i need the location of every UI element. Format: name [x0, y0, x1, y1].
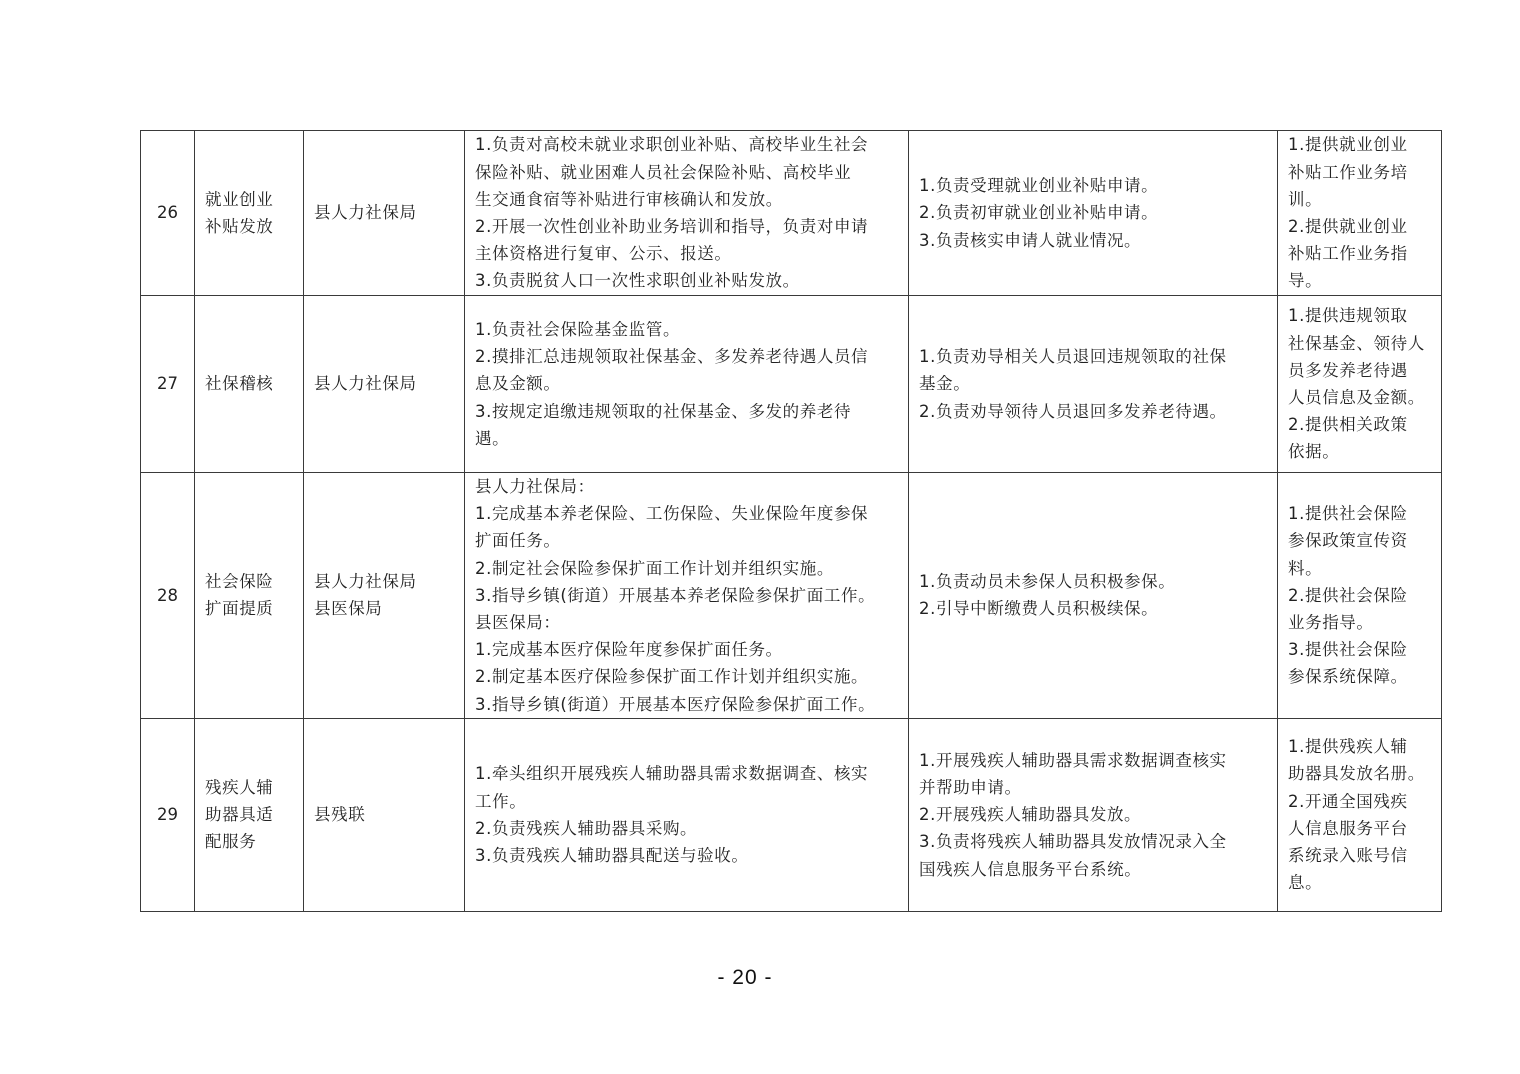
county-duties-cell	[465, 718, 909, 911]
cell-line: 2.开通全国残疾	[1288, 791, 1408, 811]
row-number-cell: 28	[141, 473, 195, 719]
table-row	[141, 131, 1442, 296]
cell-line: 系统录入账号信	[1288, 846, 1408, 866]
lead-department-cell	[304, 296, 465, 473]
cell-line: 人信息服务平台	[1288, 818, 1408, 838]
county-duties-cell	[465, 296, 909, 473]
cell-line: 生交通食宿等补贴进行审核确认和发放。	[475, 189, 783, 209]
cell-line: 参保政策宣传资	[1288, 531, 1408, 551]
cell-line: 1.提供违规领取	[1288, 306, 1408, 326]
cell-line: 就业创业	[205, 189, 274, 209]
cell-line: 3.负责残疾人辅助器具配送与验收。	[475, 846, 749, 866]
cell-line: 残疾人辅	[205, 778, 274, 798]
township-duties-cell	[909, 296, 1278, 473]
page-number: - 20 -	[717, 966, 773, 989]
cell-line: 参保系统保障。	[1288, 667, 1408, 687]
table-row	[141, 473, 1442, 719]
support-duties-cell	[1278, 131, 1442, 296]
cell-line: 社会保险	[205, 572, 274, 592]
service-item-cell	[195, 718, 304, 911]
lead-department-cell	[304, 131, 465, 296]
row-number-cell: 29	[141, 718, 195, 911]
cell-line: 3.指导乡镇(街道）开展基本养老保险参保扩面工作。	[475, 585, 876, 605]
cell-line: 基金。	[919, 374, 971, 394]
cell-line: 1.提供就业创业	[1288, 135, 1408, 155]
table-body	[141, 131, 1442, 912]
cell-line: 县残联	[314, 805, 366, 825]
cell-line: 县人力社保局	[314, 572, 417, 592]
cell-line: 保险补贴、就业困难人员社会保险补贴、高校毕业	[475, 162, 852, 182]
county-duties-cell	[465, 473, 909, 719]
cell-line: 息。	[1288, 873, 1323, 893]
cell-line: 息及金额。	[475, 374, 561, 394]
support-duties-cell	[1278, 473, 1442, 719]
township-duties-cell	[909, 718, 1278, 911]
cell-line: 2.提供社会保险	[1288, 585, 1408, 605]
cell-line: 2.开展一次性创业补助业务培训和指导，负责对申请	[475, 217, 869, 236]
cell-line: 助器具适	[205, 805, 274, 825]
cell-line: 助器具发放名册。	[1288, 764, 1425, 784]
cell-line: 依据。	[1288, 442, 1340, 462]
cell-line: 2.提供相关政策	[1288, 415, 1408, 435]
cell-line: 2.开展残疾人辅助器具发放。	[919, 805, 1142, 825]
cell-line: 1.完成基本养老保险、工伤保险、失业保险年度参保	[475, 504, 869, 524]
cell-line: 员多发养老待遇	[1288, 360, 1408, 380]
cell-line: 1.负责社会保险基金监管。	[475, 319, 681, 339]
cell-line: 社保基金、领待人	[1288, 333, 1425, 353]
cell-line: 1.负责受理就业创业补贴申请。	[919, 176, 1159, 196]
cell-line: 配服务	[205, 832, 257, 852]
cell-line: 训。	[1288, 189, 1323, 209]
cell-line: 2.摸排汇总违规领取社保基金、多发养老待遇人员信	[475, 347, 869, 367]
cell-line: 补贴工作业务培	[1288, 162, 1408, 182]
row-number-cell: 27	[141, 296, 195, 473]
cell-line: 国残疾人信息服务平台系统。	[919, 859, 1142, 879]
service-item-cell	[195, 296, 304, 473]
cell-line: 县医保局：	[475, 613, 561, 633]
cell-line: 1.负责动员未参保人员积极参保。	[919, 572, 1176, 592]
cell-line: 县人力社保局	[314, 374, 417, 394]
cell-line: 工作。	[475, 791, 527, 811]
cell-line: 1.提供社会保险	[1288, 504, 1408, 524]
cell-line: 县人力社保局：	[475, 477, 595, 496]
cell-line: 扩面提质	[205, 599, 274, 619]
cell-line: 业务指导。	[1288, 613, 1374, 633]
cell-line: 2.提供就业创业	[1288, 217, 1408, 236]
table-row	[141, 296, 1442, 473]
township-duties-cell	[909, 473, 1278, 719]
cell-line: 3.负责将残疾人辅助器具发放情况录入全	[919, 832, 1227, 852]
cell-line: 料。	[1288, 558, 1323, 578]
cell-line: 社保稽核	[205, 374, 274, 394]
cell-line: 3.提供社会保险	[1288, 640, 1408, 660]
cell-line: 1.完成基本医疗保险年度参保扩面任务。	[475, 640, 783, 660]
cell-line: 2.负责劝导领待人员退回多发养老待遇。	[919, 401, 1227, 421]
table-row	[141, 718, 1442, 911]
cell-line: 补贴发放	[205, 217, 274, 236]
cell-line: 2.负责残疾人辅助器具采购。	[475, 818, 698, 838]
cell-line: 补贴工作业务指	[1288, 244, 1408, 264]
cell-line: 3.指导乡镇(街道）开展基本医疗保险参保扩面工作。	[475, 694, 876, 714]
service-item-cell	[195, 473, 304, 719]
county-duties-cell	[465, 131, 909, 296]
support-duties-cell	[1278, 718, 1442, 911]
cell-line: 县人力社保局	[314, 203, 417, 223]
cell-line: 3.负责脱贫人口一次性求职创业补贴发放。	[475, 271, 800, 291]
cell-line: 1.开展残疾人辅助器具需求数据调查核实	[919, 750, 1227, 770]
lead-department-cell	[304, 718, 465, 911]
cell-line: 2.制定基本医疗保险参保扩面工作计划并组织实施。	[475, 667, 869, 687]
service-item-cell	[195, 131, 304, 296]
cell-line: 导。	[1288, 271, 1323, 291]
cell-line: 县医保局	[314, 599, 383, 619]
lead-department-cell	[304, 473, 465, 719]
cell-line: 1.负责对高校未就业求职创业补贴、高校毕业生社会	[475, 135, 869, 155]
row-number-cell: 26	[141, 131, 195, 296]
cell-line: 1.提供残疾人辅	[1288, 737, 1408, 757]
cell-line: 2.负责初审就业创业补贴申请。	[919, 203, 1159, 223]
support-duties-cell	[1278, 296, 1442, 473]
cell-line: 3.按规定追缴违规领取的社保基金、多发的养老待	[475, 401, 852, 421]
cell-line: 并帮助申请。	[919, 778, 1022, 798]
cell-line: 主体资格进行复审、公示、报送。	[475, 244, 732, 264]
cell-line: 2.引导中断缴费人员积极续保。	[919, 599, 1159, 619]
cell-line: 人员信息及金额。	[1288, 388, 1425, 407]
cell-line: 扩面任务。	[475, 531, 561, 551]
township-duties-cell	[909, 131, 1278, 296]
cell-line: 3.负责核实申请人就业情况。	[919, 230, 1142, 250]
cell-line: 2.制定社会保险参保扩面工作计划并组织实施。	[475, 558, 834, 578]
responsibility-table	[140, 130, 1442, 912]
cell-line: 1.牵头组织开展残疾人辅助器具需求数据调查、核实	[475, 764, 869, 784]
cell-line: 遇。	[475, 428, 510, 448]
cell-line: 1.负责劝导相关人员退回违规领取的社保	[919, 347, 1227, 367]
